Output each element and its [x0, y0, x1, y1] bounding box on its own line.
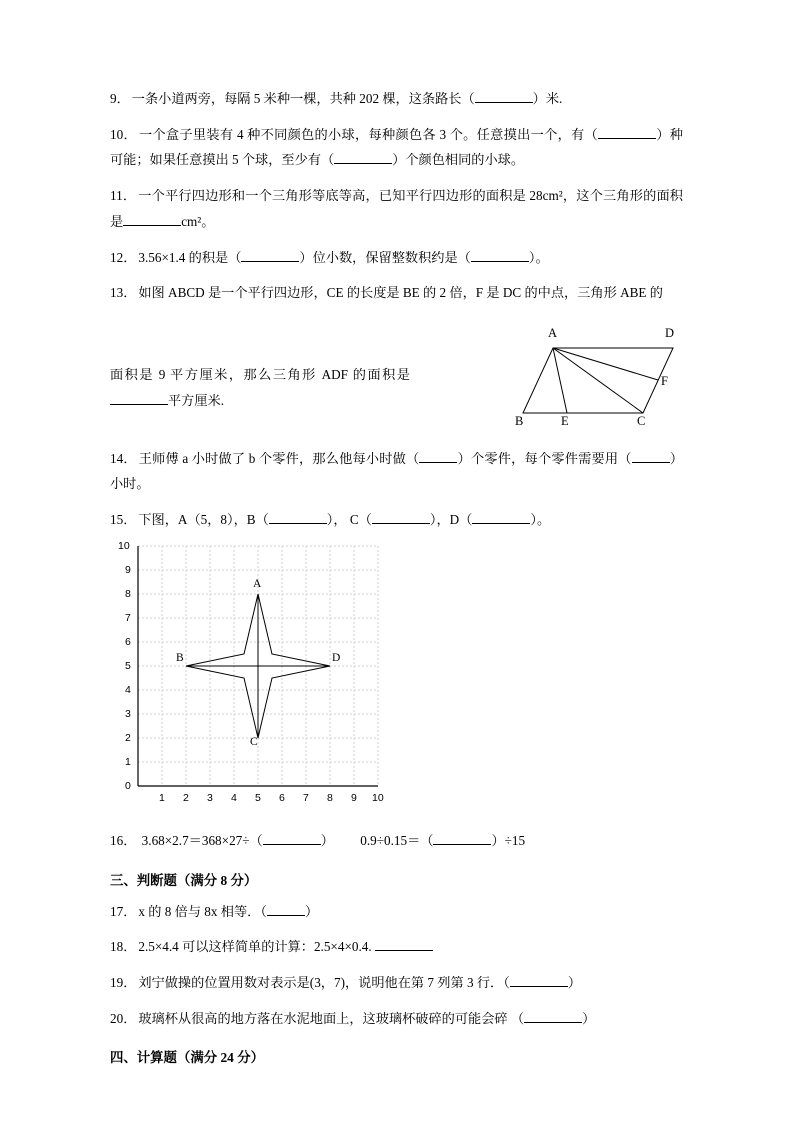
question-11	[110, 183, 683, 234]
question-15-blank-3[interactable]	[472, 523, 530, 524]
question-16-text-c: 0.9÷0.15＝（	[360, 832, 434, 848]
figure-label-F: F	[661, 374, 668, 388]
question-15-text-a: 下图，A（5，8），B（	[138, 512, 269, 528]
question-19-blank[interactable]	[510, 986, 568, 987]
figure-label-C: C	[637, 414, 646, 428]
grid-ylabel-10: 10	[118, 540, 130, 552]
grid-point-label-B: B	[176, 652, 184, 664]
section-title-3: 三、判断题（满分 8 分）	[110, 872, 258, 888]
question-17-number: 17．	[110, 903, 137, 919]
figure-label-A: A	[548, 326, 558, 340]
question-15-number: 15．	[110, 512, 137, 528]
grid-ylabel-9: 9	[125, 564, 131, 576]
question-19	[110, 970, 683, 996]
section-title-4: 四、计算题（满分 24 分）	[110, 1050, 264, 1066]
figure-label-E: E	[561, 414, 569, 428]
question-17	[110, 899, 683, 925]
question-14	[110, 446, 683, 497]
question-17-text-b: ）	[304, 903, 319, 919]
grid-xlabel-10: 10	[372, 792, 384, 804]
question-15-blank-2[interactable]	[372, 523, 430, 524]
question-14-text-c: ）小时。	[110, 450, 684, 492]
question-13-blank[interactable]	[110, 404, 168, 405]
question-19-text-b: ）	[567, 975, 581, 991]
question-13-line2	[110, 362, 410, 413]
question-10-text-a: 一个盒子里装有 4 种不同颜色的小球，每种颜色各 3 个。任意摸出一个，有（	[138, 126, 599, 142]
figure-coordinate-grid	[110, 536, 400, 811]
question-19-number: 19．	[110, 975, 137, 991]
question-10	[110, 122, 683, 173]
grid-xlabel-7: 7	[303, 792, 309, 804]
question-13-text-b: 面积是 9 平方厘米，那么三角形 ADF 的面积是	[110, 367, 410, 383]
question-14-text-b: ）个零件，每个零件需要用（	[457, 450, 632, 466]
question-9-text-b: ）米.	[532, 91, 563, 106]
question-16	[110, 828, 683, 854]
grid-ylabel-8: 8	[125, 588, 131, 600]
question-18-text-a: 2.5×4.4 可以这样简单的计算：2.5×4×0.4.	[138, 939, 372, 955]
grid-ylabel-1: 1	[125, 756, 131, 768]
question-20	[110, 1006, 683, 1032]
grid-ylabel-6: 6	[125, 636, 131, 648]
grid-point-label-C: C	[250, 736, 258, 748]
question-14-blank-2[interactable]	[632, 462, 670, 463]
question-9-text-a: 一条小道两旁，每隔 5 米种一棵，共种 202 棵，这条路长（	[131, 91, 475, 106]
figure-parallelogram-abcd	[505, 318, 690, 433]
question-10-blank-2[interactable]	[334, 163, 392, 164]
question-11-blank[interactable]	[123, 225, 181, 226]
question-20-blank[interactable]	[524, 1022, 582, 1023]
grid-ylabel-4: 4	[125, 684, 131, 696]
question-15	[110, 507, 683, 533]
question-11-text-b: cm²。	[181, 213, 215, 229]
grid-ylabel-0: 0	[125, 780, 131, 792]
question-10-text-c: ）个颜色相同的小球。	[392, 152, 525, 168]
question-14-blank-1[interactable]	[419, 462, 457, 463]
question-20-text-b: ）	[582, 1010, 596, 1026]
question-15-text-d: ）。	[530, 512, 551, 528]
grid-xlabel-8: 8	[327, 792, 333, 804]
grid-xlabel-3: 3	[207, 792, 213, 804]
question-9-number: 9．	[110, 91, 130, 106]
grid-xlabel-4: 4	[231, 792, 237, 804]
question-12-number: 12．	[110, 249, 137, 265]
grid-point-label-A: A	[253, 578, 262, 590]
question-16-blank-2[interactable]	[433, 844, 491, 845]
grid-xlabel-2: 2	[183, 792, 189, 804]
question-18	[110, 934, 683, 960]
question-12-text-b: ）位小数，保留整数积约是（	[299, 249, 471, 265]
question-11-text-a: 一个平行四边形和一个三角形等底等高，已知平行四边形的面积是 28cm²，这个三角形的面积是	[110, 188, 683, 229]
question-15-text-c: ），D（	[429, 512, 473, 528]
question-12-blank-2[interactable]	[471, 261, 529, 262]
question-19-text-a: 刘宁做操的位置用数对表示是(3，7)，说明他在第 7 列第 3 行．（	[138, 975, 510, 991]
question-17-text-a: x 的 8 倍与 8x 相等．（	[138, 903, 267, 919]
question-14-text-a: 王师傅 a 小时做了 b 个零件，那么他每小时做（	[138, 450, 420, 466]
grid-xlabel-6: 6	[279, 792, 285, 804]
grid-ylabel-2: 2	[125, 732, 131, 744]
question-13-text-a: 如图 ABCD 是一个平行四边形，CE 的长度是 BE 的 2 倍，F 是 DC 的中点，三角形 ABE 的	[138, 285, 663, 301]
question-11-number: 11．	[110, 188, 137, 204]
question-12-text-a: 3.56×1.4 的积是（	[138, 249, 242, 265]
question-15-blank-1[interactable]	[269, 523, 327, 524]
question-9-blank[interactable]	[475, 102, 533, 103]
grid-ylabel-3: 3	[125, 708, 131, 720]
grid-point-label-D: D	[332, 652, 341, 664]
question-16-text-a: 3.68×2.7＝368×27÷（	[141, 832, 263, 848]
figure-label-B: B	[515, 414, 524, 428]
grid-xlabel-5: 5	[255, 792, 261, 804]
question-15-text-b: ）， C（	[326, 512, 372, 528]
grid-ylabel-5: 5	[125, 660, 131, 672]
question-10-blank-1[interactable]	[598, 138, 656, 139]
question-14-number: 14．	[110, 450, 137, 466]
question-18-blank[interactable]	[375, 950, 433, 951]
question-20-text-a: 玻璃杯从很高的地方落在水泥地面上，这玻璃杯破碎的可能会碎 （	[138, 1010, 525, 1026]
question-16-blank-1[interactable]	[263, 844, 321, 845]
question-9	[110, 86, 683, 112]
question-10-number: 10．	[110, 126, 137, 142]
question-20-number: 20．	[110, 1010, 137, 1026]
question-17-blank[interactable]	[267, 915, 305, 916]
question-16-text-b: ）	[320, 832, 334, 848]
question-12-text-c: ）。	[528, 249, 549, 265]
question-12-blank-1[interactable]	[241, 261, 299, 262]
figure-label-D: D	[665, 326, 675, 340]
question-13-text-c: 平方厘米.	[168, 392, 225, 408]
grid-xlabel-1: 1	[159, 792, 165, 804]
question-13-number: 13．	[110, 285, 137, 301]
question-10-text-b: ）种可能；如果任意摸出 5 个球，至少有（	[110, 126, 683, 168]
grid-ylabel-7: 7	[125, 612, 131, 624]
question-16-number: 16．	[110, 832, 137, 848]
question-12	[110, 245, 683, 271]
question-13-line1	[110, 280, 683, 306]
grid-xlabel-9: 9	[351, 792, 357, 804]
question-16-text-d: ）÷15	[491, 832, 526, 848]
question-18-number: 18．	[110, 939, 137, 955]
